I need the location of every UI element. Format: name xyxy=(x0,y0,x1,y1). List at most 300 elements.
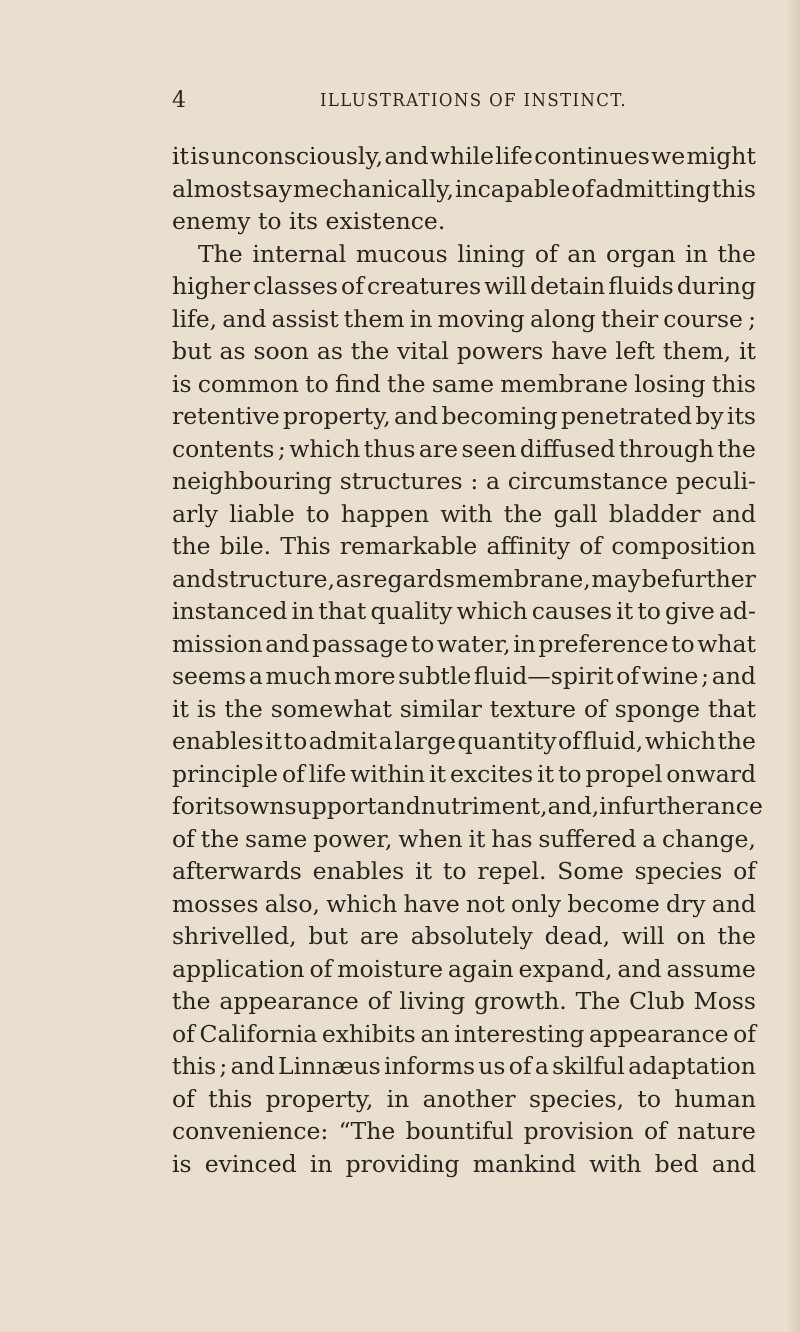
word: vital xyxy=(397,337,449,365)
word: expand, xyxy=(518,954,613,983)
word: large xyxy=(394,727,456,755)
word: the xyxy=(224,694,263,723)
word: appearance xyxy=(589,1019,729,1048)
word: say xyxy=(252,174,292,203)
word: The xyxy=(575,987,621,1015)
word: ; xyxy=(277,434,286,463)
word: Linnæus xyxy=(278,1052,381,1080)
word: the xyxy=(387,369,426,398)
word: to xyxy=(557,759,582,788)
word: circumstance xyxy=(507,467,668,495)
word: with xyxy=(589,1149,642,1178)
word: it xyxy=(172,142,189,170)
word: of xyxy=(367,987,391,1015)
word: becoming xyxy=(441,402,558,430)
text-line xyxy=(172,465,756,498)
word: only xyxy=(510,889,562,918)
word: within xyxy=(350,759,426,788)
text-line xyxy=(172,693,756,726)
word: this xyxy=(208,1084,253,1113)
word: structure, xyxy=(216,564,336,593)
word: penetrated xyxy=(560,402,693,430)
word: provision xyxy=(523,1117,634,1145)
word: are xyxy=(418,434,459,463)
word: during xyxy=(676,272,756,300)
word: quantity xyxy=(457,727,557,755)
word: the xyxy=(717,239,756,268)
word: moving xyxy=(437,304,525,333)
word: gall xyxy=(553,499,598,528)
word: property, xyxy=(265,1084,374,1113)
word: dry xyxy=(665,889,706,918)
word: an xyxy=(420,1019,450,1048)
word: quality xyxy=(370,597,453,625)
word: species xyxy=(634,857,723,885)
text-line xyxy=(172,400,756,433)
word: in xyxy=(309,1149,333,1178)
word: is xyxy=(172,369,192,398)
word: may xyxy=(591,564,641,593)
word: a xyxy=(486,467,501,495)
word: as xyxy=(219,337,246,365)
word: the xyxy=(350,337,390,365)
text-line xyxy=(172,1018,756,1051)
word: repel. xyxy=(477,857,547,885)
word: it xyxy=(172,694,189,723)
word: to xyxy=(410,629,435,658)
word: of xyxy=(172,1019,195,1048)
text-line xyxy=(172,790,763,823)
word: is xyxy=(190,142,210,170)
word: with xyxy=(440,499,493,528)
word: another xyxy=(422,1084,516,1113)
word: have xyxy=(403,889,460,918)
word: much xyxy=(265,662,332,690)
word: to xyxy=(637,1084,661,1113)
word: providing xyxy=(345,1149,460,1178)
word: losing xyxy=(634,369,706,398)
word: fluid—spirit xyxy=(473,662,614,690)
word: composition xyxy=(611,532,756,560)
word: bed xyxy=(654,1149,699,1178)
word: its xyxy=(206,792,236,820)
word: ; xyxy=(748,304,756,333)
word: assist xyxy=(271,304,339,333)
word: excites xyxy=(449,759,534,788)
word: onward xyxy=(666,759,756,788)
word: of xyxy=(583,694,607,723)
word: to xyxy=(442,857,467,885)
word: informs xyxy=(383,1052,476,1080)
word: are xyxy=(359,922,399,950)
word: and, xyxy=(547,792,600,820)
word: be xyxy=(641,564,671,593)
word: a xyxy=(642,824,657,853)
word: of xyxy=(571,174,595,203)
text-line xyxy=(172,595,756,628)
word: we xyxy=(651,142,686,170)
word: have xyxy=(551,337,608,365)
word: suffered xyxy=(538,824,637,853)
running-title: ILLUSTRATIONS OF INSTINCT. xyxy=(320,90,627,111)
text-line xyxy=(172,238,756,271)
word: “The xyxy=(338,1117,396,1145)
word: adaptation xyxy=(628,1052,756,1080)
word: to xyxy=(305,369,329,398)
page-number: 4 xyxy=(172,88,186,113)
word: as xyxy=(316,337,343,365)
word: Club xyxy=(629,987,685,1015)
word: a xyxy=(534,1052,549,1080)
word: evinced xyxy=(204,1149,297,1178)
word: to xyxy=(671,629,695,658)
word: nutriment, xyxy=(420,792,548,820)
word: for xyxy=(172,792,207,820)
word: happen xyxy=(340,499,430,528)
word: which xyxy=(644,727,716,755)
word: California xyxy=(199,1019,318,1048)
word: admit xyxy=(308,727,378,755)
word: and xyxy=(172,564,217,593)
word: continues xyxy=(534,142,650,170)
word: bountiful xyxy=(405,1117,514,1145)
word: become xyxy=(567,889,660,918)
word: to xyxy=(637,597,661,625)
word: and xyxy=(230,1052,275,1080)
word: again xyxy=(447,954,514,983)
word: while xyxy=(429,142,495,170)
word: exhibits xyxy=(321,1019,416,1048)
word: wine xyxy=(641,662,699,690)
word: the xyxy=(200,824,240,853)
word: it xyxy=(429,759,447,788)
word: passage xyxy=(312,629,409,658)
word: in xyxy=(513,629,536,658)
word: remarkable xyxy=(339,532,478,560)
text-line xyxy=(172,140,756,173)
word: admitting xyxy=(595,174,711,203)
word: is xyxy=(172,1149,192,1178)
word: species, xyxy=(528,1084,625,1113)
word: them xyxy=(343,304,405,333)
word: their xyxy=(600,304,659,333)
word: left xyxy=(615,337,655,365)
word: preference xyxy=(538,629,669,658)
word: that xyxy=(707,694,756,723)
text-line xyxy=(172,433,756,466)
word: incapable xyxy=(455,174,571,203)
word: and xyxy=(384,142,429,170)
word: moisture xyxy=(337,954,443,983)
word: detain xyxy=(530,272,606,300)
word: sponge xyxy=(614,694,701,723)
word: life xyxy=(495,142,533,170)
text-line xyxy=(172,855,756,888)
word: further xyxy=(671,564,756,593)
word: which xyxy=(289,434,361,463)
word: and xyxy=(711,499,756,528)
word: will xyxy=(621,922,665,950)
word: peculi- xyxy=(675,467,756,495)
word: afterwards xyxy=(172,857,302,885)
text-line xyxy=(172,823,756,856)
word: somewhat xyxy=(270,694,392,723)
word: membrane xyxy=(500,369,628,398)
word: it xyxy=(738,337,756,365)
word: diffused xyxy=(519,434,616,463)
word: higher xyxy=(172,272,250,300)
word: life, xyxy=(172,304,218,333)
word: structures xyxy=(339,467,463,495)
word: through xyxy=(618,434,715,463)
word: convenience: xyxy=(172,1117,329,1145)
word: on xyxy=(676,922,706,950)
word: assume xyxy=(666,954,756,983)
word: in xyxy=(409,304,433,333)
word: of xyxy=(281,759,305,788)
word: a xyxy=(248,662,263,690)
word: to xyxy=(306,499,330,528)
word: which xyxy=(456,597,528,625)
word: mission xyxy=(172,629,263,658)
word: seems xyxy=(172,662,247,690)
word: subtle xyxy=(398,662,472,690)
word: same xyxy=(245,824,308,853)
word: in xyxy=(291,597,315,625)
word: this xyxy=(711,174,756,203)
word: liable xyxy=(229,499,295,528)
word: texture xyxy=(489,694,577,723)
text-line xyxy=(172,628,756,661)
text-line xyxy=(172,888,756,921)
word: is xyxy=(196,694,217,723)
word: application xyxy=(172,954,305,983)
word: of xyxy=(733,857,756,885)
text-line xyxy=(172,270,756,303)
word: it xyxy=(616,597,634,625)
word: of xyxy=(534,239,558,268)
word: similar xyxy=(399,694,482,723)
word: and xyxy=(376,792,421,820)
text-line xyxy=(172,758,756,791)
word: not xyxy=(466,889,505,918)
word: classes xyxy=(253,272,338,300)
word: same xyxy=(431,369,494,398)
word: find xyxy=(334,369,381,398)
word: enables xyxy=(172,727,264,755)
word: ad- xyxy=(718,597,756,625)
word: membrane, xyxy=(455,564,591,593)
word: and xyxy=(394,402,439,430)
word: own xyxy=(235,792,285,820)
word: which xyxy=(326,889,398,918)
word: but xyxy=(172,337,212,365)
word: change, xyxy=(662,824,756,853)
text-line xyxy=(172,303,756,336)
word: bile. xyxy=(219,532,272,560)
word: what xyxy=(697,629,756,658)
word: its xyxy=(726,402,756,430)
word: ; xyxy=(701,662,710,690)
word: water, xyxy=(436,629,511,658)
word: and xyxy=(222,304,267,333)
word: of xyxy=(508,1052,532,1080)
word: living xyxy=(399,987,466,1015)
page-header xyxy=(172,86,756,116)
word: it xyxy=(415,857,433,885)
word: fluid, xyxy=(582,727,644,755)
word: of xyxy=(172,1084,195,1113)
text-line xyxy=(172,530,756,563)
word: course xyxy=(663,304,743,333)
word: dead, xyxy=(544,922,611,950)
word: us xyxy=(478,1052,506,1080)
word: it xyxy=(265,727,283,755)
word: them, xyxy=(662,337,732,365)
word: : xyxy=(470,467,479,495)
word: of xyxy=(733,1019,756,1048)
word: and xyxy=(617,954,662,983)
text-line xyxy=(172,335,756,368)
word: mechanically, xyxy=(292,174,454,203)
word: and xyxy=(711,662,756,690)
word: of xyxy=(172,824,195,853)
word: has xyxy=(491,824,533,853)
word: seen xyxy=(461,434,517,463)
word: the xyxy=(503,499,543,528)
word: neighbouring xyxy=(172,467,332,495)
word: more xyxy=(333,662,396,690)
word: This xyxy=(280,532,331,560)
word: skilful xyxy=(552,1052,625,1080)
word: soon xyxy=(253,337,309,365)
word: of xyxy=(643,1117,667,1145)
text-line xyxy=(172,498,756,531)
word: but xyxy=(308,922,349,950)
text-line xyxy=(172,660,756,693)
word: by xyxy=(695,402,724,430)
word: enables xyxy=(312,857,405,885)
word: life xyxy=(308,759,347,788)
text-line xyxy=(172,1083,756,1116)
word: creatures xyxy=(367,272,482,300)
text-line xyxy=(172,920,756,953)
word: of xyxy=(616,662,640,690)
body-text xyxy=(172,140,763,1180)
text-line xyxy=(172,725,756,758)
word: internal xyxy=(252,239,347,268)
word: fluids xyxy=(608,272,674,300)
word: the xyxy=(717,727,756,755)
word: contents xyxy=(172,434,275,463)
word: mankind xyxy=(472,1149,577,1178)
word: nature xyxy=(677,1117,756,1145)
word: that xyxy=(318,597,367,625)
text-line xyxy=(172,173,756,206)
word: in xyxy=(386,1084,410,1113)
word: and xyxy=(711,1149,756,1178)
word: to xyxy=(283,727,308,755)
word: in xyxy=(599,792,622,820)
word: appearance xyxy=(219,987,359,1015)
word: along xyxy=(529,304,596,333)
word: human xyxy=(674,1084,756,1113)
word: give xyxy=(665,597,715,625)
word: almost xyxy=(172,174,252,203)
word: common xyxy=(197,369,299,398)
word: affinity xyxy=(486,532,571,560)
word: in xyxy=(685,239,708,268)
word: interesting xyxy=(454,1019,585,1048)
word: when xyxy=(398,824,463,853)
word: propel xyxy=(585,759,663,788)
word: and xyxy=(265,629,310,658)
word: causes xyxy=(531,597,613,625)
page-edge-shadow xyxy=(786,0,800,1332)
word: of xyxy=(341,272,364,300)
text-line xyxy=(172,953,756,986)
word: it xyxy=(537,759,555,788)
word: will xyxy=(484,272,527,300)
word: also, xyxy=(264,889,320,918)
word: shrivelled, xyxy=(172,922,297,950)
word: arly xyxy=(172,499,219,528)
word: Some xyxy=(557,857,624,885)
word: of xyxy=(579,532,603,560)
word: the xyxy=(717,922,756,950)
word: mosses xyxy=(172,889,259,918)
word: mucous xyxy=(355,239,448,268)
word: instanced xyxy=(172,597,288,625)
word: this xyxy=(711,369,756,398)
word: might xyxy=(686,142,756,170)
word: bladder xyxy=(608,499,701,528)
word: principle xyxy=(172,759,279,788)
word: the xyxy=(717,434,756,463)
word: of xyxy=(309,954,333,983)
word: an xyxy=(567,239,597,268)
word: absolutely xyxy=(410,922,533,950)
word: as xyxy=(335,564,362,593)
word: powers xyxy=(456,337,544,365)
text-line xyxy=(172,1050,756,1083)
text-line xyxy=(172,368,756,401)
word: The xyxy=(198,239,243,268)
word: regards xyxy=(362,564,455,593)
word: unconsciously, xyxy=(211,142,384,170)
text-line xyxy=(172,985,756,1018)
word: lining xyxy=(457,239,526,268)
word: of xyxy=(558,727,581,755)
text-line xyxy=(172,1148,756,1181)
word: a xyxy=(378,727,393,755)
text-line xyxy=(172,1115,756,1148)
word: Moss xyxy=(693,987,756,1015)
word: ; xyxy=(219,1052,228,1080)
word: retentive xyxy=(172,402,280,430)
word: the xyxy=(172,532,211,560)
text-line xyxy=(172,563,756,596)
word: growth. xyxy=(474,987,567,1015)
word: organ xyxy=(606,239,676,268)
text-line: enemy to its existence. xyxy=(172,207,446,235)
word: thus xyxy=(363,434,416,463)
word: furtherance xyxy=(621,792,763,820)
word: and xyxy=(711,889,756,918)
word: this xyxy=(172,1052,217,1080)
word: support xyxy=(284,792,377,820)
word: it xyxy=(468,824,486,853)
